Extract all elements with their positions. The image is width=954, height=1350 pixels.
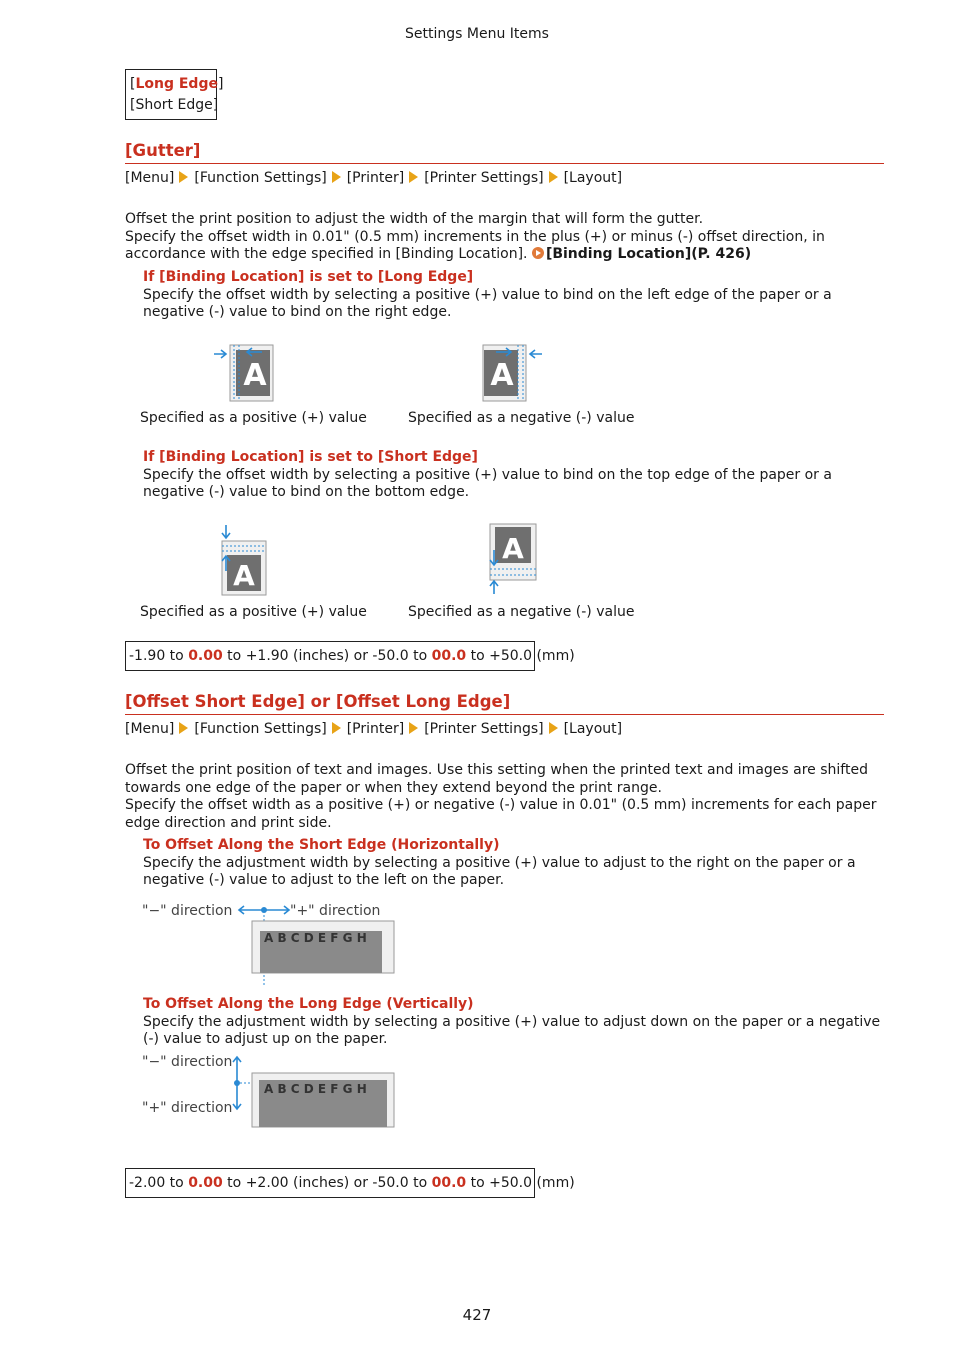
svg-text:A: A (233, 559, 255, 592)
figure-letter: A (243, 358, 267, 393)
long-edge-positive-figure (212, 343, 278, 403)
svg-text:"−" direction: "−" direction (142, 903, 233, 919)
gutter-breadcrumb: [Menu] [Function Settings] [Printer] [Printer Settings] [Layout] (125, 170, 623, 186)
offset-long-block: To Offset Along the Long Edge (Vertically) Specify the adjustment width by selecting a positive (+) value to adjust down on the paper or a negative (-) value to adjust up on the paper. (143, 996, 881, 1047)
short-edge-positive-figure (216, 523, 272, 597)
vertical-offset-figure (140, 1050, 400, 1130)
caption-negative: Specified as a negative (-) value (408, 604, 635, 620)
arrow-icon (549, 171, 558, 183)
arrow-icon (179, 171, 188, 183)
arrow-icon (332, 171, 341, 183)
svg-text:A B C D E F G H: A B C D E F G H (264, 931, 367, 945)
link-arrow-icon (532, 247, 544, 259)
gutter-range-box: -1.90 to 0.00 to +1.90 (inches) or -50.0 to 00.0 to +50.0 (mm) (125, 641, 535, 671)
arrow-icon (179, 722, 188, 734)
option-short-edge: [Short Edge] (130, 97, 219, 113)
offset-title: [Offset Short Edge] or [Offset Long Edge] (125, 692, 884, 715)
arrow-icon (332, 722, 341, 734)
caption-positive: Specified as a positive (+) value (140, 604, 367, 620)
page-header: Settings Menu Items (405, 26, 549, 42)
caption-negative: Specified as a negative (-) value (408, 410, 635, 426)
svg-text:A: A (502, 532, 524, 565)
gutter-long-edge-block: If [Binding Location] is set to [Long Edge] Specify the offset width by selecting a positive (+) value to bind on the left edge of the paper or a negative (-) value to bind on the right edge. (143, 269, 832, 320)
binding-options-box (125, 69, 224, 120)
svg-text:"+" direction: "+" direction (290, 903, 381, 919)
short-edge-negative-figure (486, 522, 542, 596)
gutter-short-edge-block: If [Binding Location] is set to [Short Edge] Specify the offset width by selecting a positive (+) value to bind on the top edge of the paper or a negative (-) value to bind on the bottom edge. (143, 449, 832, 500)
page-number: 427 (462, 1306, 492, 1324)
offset-description: Offset the print position of text and images. Use this setting when the printed text and images are shifted towards one edge of the paper or when they extend beyond the print range. Specify the offset width as a positive (+) or negative (-) value in 0.01" (0.5 mm) increments for each paper edge direction and print side. (125, 762, 877, 831)
svg-text:A B C D E F G H: A B C D E F G H (264, 1082, 367, 1096)
option-long-edge: [Long Edge] (130, 76, 224, 92)
binding-location-link[interactable]: [Binding Location](P. 426) (545, 246, 752, 262)
svg-text:"+" direction: "+" direction (142, 1100, 233, 1116)
svg-text:A: A (490, 358, 514, 393)
arrow-icon (549, 722, 558, 734)
arrow-icon (409, 722, 418, 734)
gutter-description: Offset the print position to adjust the width of the margin that will form the gutter. Specify the offset width in 0.01" (0.5 mm) increments in the plus (+) or minus (-) offset direction, in accordance with the edge specified in [Binding Location]. [Binding Location](P. 426) (125, 211, 825, 262)
offset-range-box: -2.00 to 0.00 to +2.00 (inches) or -50.0 to 00.0 to +50.0 (mm) (125, 1168, 535, 1198)
offset-short-block: To Offset Along the Short Edge (Horizontally) Specify the adjustment width by selecting a positive (+) value to adjust to the right on the paper or a negative (-) value to adjust to the left on the paper. (143, 837, 856, 888)
gutter-title: [Gutter] (125, 141, 884, 164)
caption-positive: Specified as a positive (+) value (140, 410, 367, 426)
offset-breadcrumb: [Menu] [Function Settings] [Printer] [Printer Settings] [Layout] (125, 721, 623, 737)
arrow-icon (409, 171, 418, 183)
long-edge-negative-figure (478, 343, 546, 403)
svg-text:"−" direction: "−" direction (142, 1054, 233, 1070)
horizontal-offset-figure (140, 895, 400, 989)
